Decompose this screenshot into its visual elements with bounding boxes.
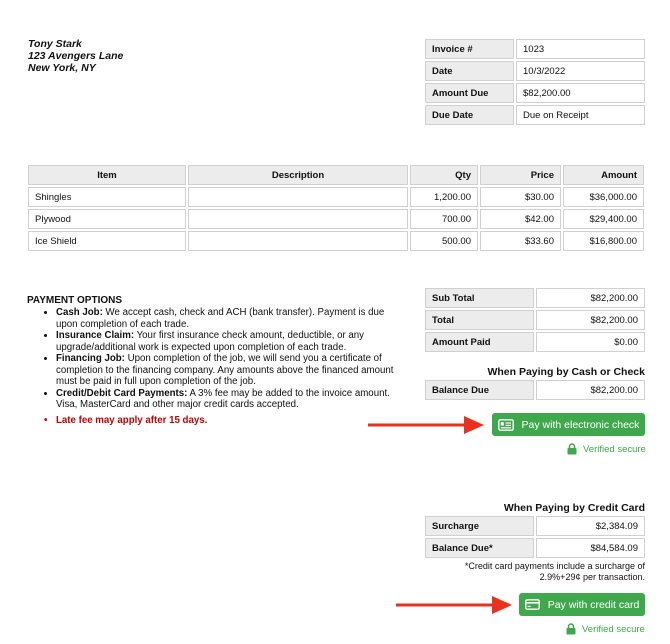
surcharge-row (425, 516, 645, 536)
amount-due-row (425, 83, 645, 103)
option-text: Your first insurance check amount, deductible, or any upgrade/additional work is expected upon completion of each trade. (56, 330, 365, 353)
cell-item: Ice Shield (28, 231, 186, 251)
balance-label: Balance Due (425, 380, 534, 400)
payment-options-title: PAYMENT OPTIONS (27, 295, 123, 306)
totals-table (423, 286, 647, 354)
customer-name: Tony Stark (28, 38, 82, 50)
verified-secure-badge (567, 443, 646, 455)
cell-item: Plywood (28, 209, 186, 229)
pay-electronic-check-label: Pay with electronic check (521, 418, 640, 431)
list-item (56, 353, 402, 388)
list-item (56, 307, 402, 330)
cell-description (188, 231, 408, 251)
amount-paid-row (425, 332, 645, 352)
balance-value: $82,200.00 (536, 380, 645, 400)
cell-qty: 1,200.00 (410, 187, 478, 207)
meta-value: 10/3/2022 (516, 61, 645, 81)
lock-icon (566, 623, 576, 635)
cash-balance-table (423, 378, 647, 402)
col-header-item: Item (28, 165, 186, 185)
invoice-number-row (425, 39, 645, 59)
col-header-qty: Qty (410, 165, 478, 185)
table-header-row (28, 165, 644, 185)
meta-label: Due Date (425, 105, 514, 125)
totals-value: $82,200.00 (536, 310, 645, 330)
option-term: Credit/Debit Card Payments: (56, 387, 188, 399)
totals-value: $0.00 (536, 332, 645, 352)
col-header-price: Price (480, 165, 561, 185)
pay-electronic-check-button[interactable] (492, 413, 645, 436)
cell-qty: 500.00 (410, 231, 478, 251)
arrow-right-icon (368, 413, 486, 437)
surcharge-note: *Credit card payments include a surcharge of 2.9%+29¢ per transaction. (464, 561, 645, 582)
meta-label: Invoice # (425, 39, 514, 59)
meta-value: $82,200.00 (516, 83, 645, 103)
col-header-description: Description (188, 165, 408, 185)
credit-card-heading: When Paying by Credit Card (503, 502, 645, 514)
table-row (28, 187, 644, 207)
cc-label: Surcharge (425, 516, 534, 536)
cc-value: $2,384.09 (536, 516, 645, 536)
option-term: Insurance Claim: (56, 330, 135, 341)
cc-value: $84,584.09 (536, 538, 645, 558)
balance-due-row (425, 380, 645, 400)
customer-street: 123 Avengers Lane (28, 50, 124, 62)
arrow-right-icon (396, 593, 514, 617)
cell-description (188, 209, 408, 229)
late-fee-notice: • Late fee may apply after 15 days. (56, 415, 207, 426)
totals-label: Sub Total (425, 288, 534, 308)
verified-secure-label: Verified secure (582, 623, 645, 635)
credit-card-table (423, 514, 647, 560)
cell-qty: 700.00 (410, 209, 478, 229)
cell-item: Shingles (28, 187, 186, 207)
lock-icon (567, 443, 577, 455)
credit-card-icon (525, 599, 540, 610)
table-row (28, 209, 644, 229)
invoice-date-row (425, 61, 645, 81)
customer-address (28, 38, 123, 74)
list-item (56, 388, 402, 411)
meta-label: Amount Due (425, 83, 514, 103)
check-icon (498, 419, 514, 431)
subtotal-row (425, 288, 645, 308)
cell-amount: $29,400.00 (563, 209, 644, 229)
meta-value: Due on Receipt (516, 105, 645, 125)
cell-description (188, 187, 408, 207)
verified-secure-badge (566, 623, 645, 635)
cell-price: $30.00 (480, 187, 561, 207)
cash-check-heading: When Paying by Cash or Check (487, 366, 645, 378)
customer-city: New York, NY (28, 62, 96, 74)
meta-value: 1023 (516, 39, 645, 59)
total-row (425, 310, 645, 330)
line-items-table (26, 163, 646, 253)
payment-options (27, 295, 402, 413)
cc-label: Balance Due* (425, 538, 534, 558)
option-text: Upon completion of the job, we will send you a certificate of completion to the financing company. Any amounts above the financed amount must be paid in full upon completion of the job. (56, 353, 394, 387)
option-text: A 3% fee may be added to the invoice amount. Visa, MasterCard and other major credit cards accepted. (56, 387, 390, 410)
totals-label: Total (425, 310, 534, 330)
cell-amount: $36,000.00 (563, 187, 644, 207)
cell-price: $33.60 (480, 231, 561, 251)
cc-balance-due-row (425, 538, 645, 558)
option-term: Financing Job: (56, 353, 125, 364)
pay-credit-card-button[interactable] (519, 593, 645, 616)
option-text: We accept cash, check and ACH (bank transfer). Payment is due upon completion of each trade. (56, 307, 385, 330)
totals-value: $82,200.00 (536, 288, 645, 308)
payment-options-list (27, 307, 402, 411)
option-term: Cash Job: (56, 307, 103, 318)
table-row (28, 231, 644, 251)
col-header-amount: Amount (563, 165, 644, 185)
verified-secure-label: Verified secure (583, 443, 646, 455)
totals-label: Amount Paid (425, 332, 534, 352)
list-item (56, 330, 402, 353)
cell-amount: $16,800.00 (563, 231, 644, 251)
cell-price: $42.00 (480, 209, 561, 229)
meta-label: Date (425, 61, 514, 81)
invoice-meta-table (423, 37, 647, 127)
pay-credit-card-label: Pay with credit card (547, 598, 640, 611)
due-date-row (425, 105, 645, 125)
